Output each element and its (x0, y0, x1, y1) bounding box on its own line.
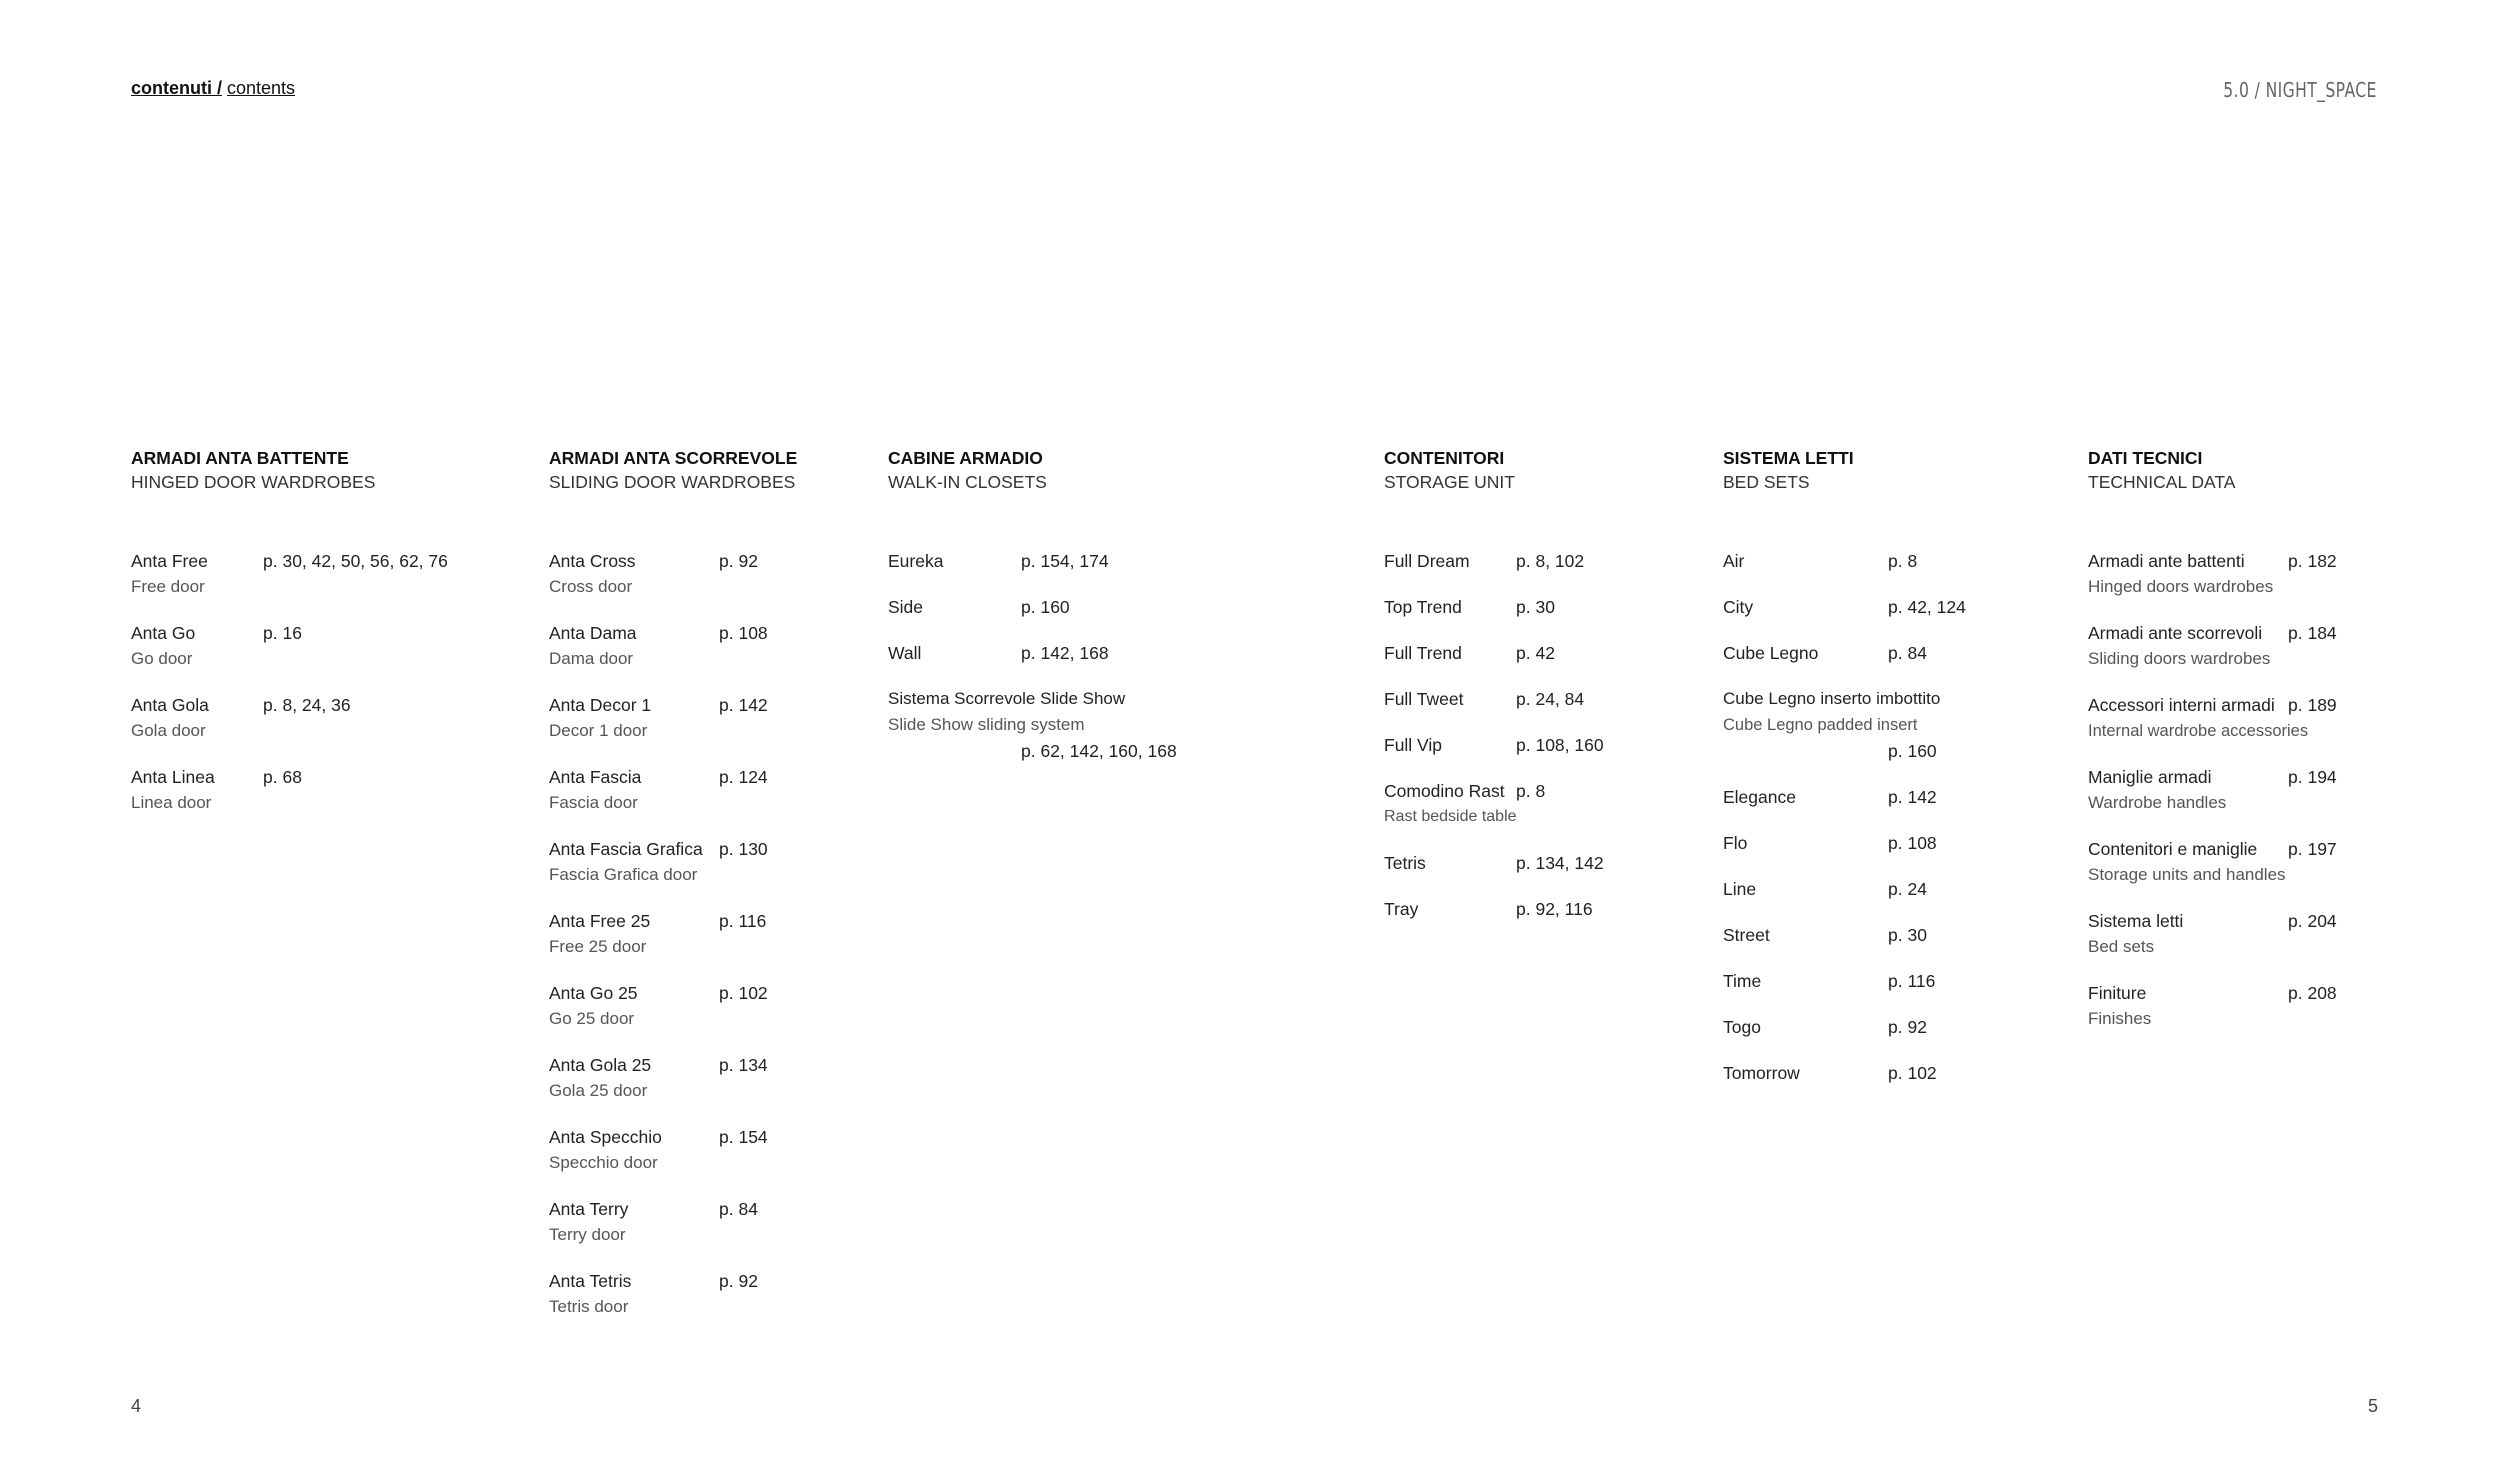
page-number-left: 4 (131, 1396, 142, 1416)
section-subtitle: WALK-IN CLOSETS (888, 472, 1047, 492)
entry-translation: Fascia door (549, 793, 638, 812)
entry-name: Togo (1723, 1017, 1761, 1037)
section-subtitle: SLIDING DOOR WARDROBES (549, 472, 796, 492)
toc-entry[interactable] (549, 1196, 797, 1248)
entry-pages: p. 42, 124 (1888, 597, 1966, 617)
header-title-light: contents (227, 78, 296, 98)
entry-pages: p. 42 (1516, 643, 1555, 663)
entry-pages: p. 160 (1021, 597, 1070, 617)
entry-translation: Wardrobe handles (2088, 793, 2227, 812)
toc-entry[interactable] (549, 764, 797, 816)
entry-pages: p. 116 (719, 911, 767, 931)
entry-translation: Specchio door (549, 1153, 658, 1172)
entry-translation: Free 25 door (549, 937, 647, 956)
toc-entry[interactable] (1384, 686, 1585, 712)
entry-translation: Go door (131, 649, 193, 668)
entry-name: Eureka (888, 551, 944, 571)
entry-pages: p. 142 (719, 695, 768, 715)
collection-label: 5.0 / NIGHT_SPACE (2223, 78, 2377, 102)
toc-entry-special[interactable] (888, 686, 1177, 764)
entry-name: Top Trend (1384, 597, 1462, 617)
entry-pages: p. 134, 142 (1516, 853, 1604, 873)
toc-entry[interactable] (1384, 594, 1555, 620)
section-storage-units (1384, 446, 1604, 942)
entry-name: Anta Gola (131, 695, 209, 715)
entry-name: Full Trend (1384, 643, 1462, 663)
toc-entry[interactable] (1723, 922, 1940, 948)
section-subtitle: STORAGE UNIT (1384, 472, 1515, 492)
toc-entry[interactable] (2088, 620, 2337, 672)
entry-pages: p. 142, 168 (1021, 643, 1109, 663)
entry-translation: Hinged doors wardrobes (2088, 577, 2274, 596)
entry-pages: p. 130 (719, 839, 768, 859)
toc-entry[interactable] (1384, 548, 1585, 574)
entry-translation: Storage units and handles (2088, 865, 2286, 884)
toc-entry[interactable] (131, 620, 375, 672)
entry-pages: p. 30 (1516, 597, 1555, 617)
entry-translation: Cross door (549, 577, 633, 596)
toc-entry[interactable] (1723, 548, 1940, 574)
entry-pages: p. 24 (1888, 879, 1927, 899)
section-subtitle: TECHNICAL DATA (2088, 472, 2236, 492)
toc-entry[interactable] (1723, 830, 1940, 856)
toc-entry[interactable] (888, 594, 1177, 620)
entry-pages: p. 8 (1888, 551, 1918, 571)
entry-pages: p. 92 (719, 1271, 758, 1291)
entry-name: Tray (1384, 899, 1419, 919)
section-title: ARMADI ANTA BATTENTE (131, 448, 349, 468)
entry-name: Cube Legno (1723, 643, 1819, 663)
header-title (131, 78, 295, 99)
entry-pages: p. 102 (1888, 1063, 1937, 1083)
entry-name: Elegance (1723, 787, 1796, 807)
toc-entry[interactable] (1723, 876, 1940, 902)
entry-name: Anta Dama (549, 623, 637, 643)
entry-pages: p. 8, 102 (1516, 551, 1585, 571)
entry-pages: p. 204 (2288, 911, 2337, 931)
toc-entry[interactable] (2088, 692, 2337, 744)
toc-entry[interactable] (2088, 836, 2337, 888)
entry-pages: p. 8 (1516, 781, 1546, 801)
toc-entry[interactable] (1384, 732, 1604, 758)
entry-translation: Internal wardrobe accessories (2088, 722, 2309, 740)
entry-name: Finiture (2088, 983, 2147, 1003)
entry-name: Full Tweet (1384, 689, 1464, 709)
entry-translation: Decor 1 door (549, 721, 648, 740)
toc-entry[interactable] (1723, 640, 1940, 666)
section-title: DATI TECNICI (2088, 448, 2203, 468)
section-walk-in-closets (888, 446, 1177, 784)
entry-name: Full Dream (1384, 551, 1470, 571)
entry-pages: p. 194 (2288, 767, 2337, 787)
entry-pages: p. 92 (1888, 1017, 1927, 1037)
toc-entry[interactable] (1723, 968, 1940, 994)
entry-pages: p. 16 (263, 623, 302, 643)
entry-pages: p. 116 (1888, 971, 1936, 991)
entry-translation: Fascia Grafica door (549, 865, 698, 884)
toc-entry[interactable] (549, 980, 797, 1032)
header-title-bold: contenuti / (131, 78, 222, 98)
section-title: CABINE ARMADIO (888, 448, 1043, 468)
entry-pages: p. 182 (2288, 551, 2337, 571)
toc-entry[interactable] (549, 908, 797, 960)
entry-name: Accessori interni armadi (2088, 695, 2275, 715)
entry-translation: Dama door (549, 649, 634, 668)
entry-name: Maniglie armadi (2088, 767, 2212, 787)
toc-entry[interactable] (1384, 778, 1546, 830)
entry-pages: p. 62, 142, 160, 168 (1021, 741, 1177, 761)
entry-name: Anta Linea (131, 767, 215, 787)
entry-pages: p. 108 (719, 623, 768, 643)
toc-entry[interactable] (1384, 896, 1593, 922)
section-technical-data (2088, 446, 2337, 1052)
entry-pages: p. 142 (1888, 787, 1937, 807)
entry-translation: Gola door (131, 721, 206, 740)
toc-entry[interactable] (888, 548, 1177, 574)
entry-translation: Linea door (131, 793, 212, 812)
toc-entry[interactable] (549, 836, 797, 888)
toc-entry[interactable] (2088, 548, 2337, 600)
entry-name: Line (1723, 879, 1757, 899)
entry-pages: p. 30, 42, 50, 56, 62, 76 (263, 551, 448, 571)
entry-name: Anta Tetris (549, 1271, 632, 1291)
entry-name: Street (1723, 925, 1770, 945)
section-sliding-wardrobes (549, 446, 797, 1340)
section-title: SISTEMA LETTI (1723, 448, 1854, 468)
toc-entry[interactable] (549, 692, 797, 744)
entry-pages: p. 208 (2288, 983, 2337, 1003)
entry-translation: Sliding doors wardrobes (2088, 649, 2271, 668)
entry-pages: p. 84 (1888, 643, 1927, 663)
entry-translation: Gola 25 door (549, 1081, 648, 1100)
section-title: ARMADI ANTA SCORREVOLE (549, 448, 798, 468)
entry-pages: p. 154, 174 (1021, 551, 1109, 571)
section-hinged-wardrobes (131, 446, 448, 836)
section-subtitle: HINGED DOOR WARDROBES (131, 472, 376, 492)
entry-name: Side (888, 597, 924, 617)
entry-translation: Cube Legno padded insert (1723, 716, 1918, 734)
entry-pages: p. 102 (719, 983, 768, 1003)
page-number-right: 5 (2367, 1396, 2378, 1416)
entry-translation: Free door (131, 577, 205, 596)
entry-name: Sistema letti (2088, 911, 2184, 931)
entry-name: Air (1723, 551, 1745, 571)
entry-pages: p. 108 (1888, 833, 1937, 853)
entry-name: Anta Fascia (549, 767, 642, 787)
toc-entry-special[interactable] (1723, 686, 1940, 764)
entry-name: Anta Go 25 (549, 983, 638, 1003)
section-bed-sets (1723, 446, 1966, 1106)
toc-entry[interactable] (1723, 594, 1966, 620)
toc-entry[interactable] (131, 548, 448, 600)
toc-entry[interactable] (549, 1052, 797, 1104)
entry-pages: p. 197 (2288, 839, 2337, 859)
entry-name: Anta Free 25 (549, 911, 651, 931)
entry-pages: p. 8, 24, 36 (263, 695, 351, 715)
toc-entry[interactable] (549, 1268, 797, 1320)
entry-pages: p. 92 (719, 551, 758, 571)
entry-name: Anta Fascia Grafica (549, 839, 703, 859)
toc-entry[interactable] (1384, 640, 1555, 666)
entry-pages: p. 84 (719, 1199, 758, 1219)
entry-name: Anta Go (131, 623, 196, 643)
toc-entry[interactable] (1723, 784, 1940, 810)
entry-pages: p. 124 (719, 767, 768, 787)
toc-entry[interactable] (549, 548, 797, 600)
entry-name: Flo (1723, 833, 1748, 853)
entry-name: Anta Specchio (549, 1127, 662, 1147)
entry-translation: Terry door (549, 1225, 626, 1244)
entry-translation: Rast bedside table (1384, 808, 1517, 825)
entry-pages: p. 30 (1888, 925, 1927, 945)
toc-entry[interactable] (549, 620, 797, 672)
entry-pages: p. 134 (719, 1055, 768, 1075)
toc-entry[interactable] (1723, 1060, 1940, 1086)
entry-name: Full Vip (1384, 735, 1443, 755)
toc-entry[interactable] (2088, 764, 2337, 816)
toc-entry[interactable] (1723, 1014, 1940, 1040)
section-title: CONTENITORI (1384, 448, 1505, 468)
entry-name: Sistema Scorrevole Slide Show (888, 689, 1126, 708)
toc-entry[interactable] (2088, 908, 2337, 960)
entry-name: Contenitori e maniglie (2088, 839, 2258, 859)
entry-translation: Go 25 door (549, 1009, 635, 1028)
entry-pages: p. 160 (1888, 741, 1937, 761)
entry-name: Anta Gola 25 (549, 1055, 652, 1075)
entry-pages: p. 189 (2288, 695, 2337, 715)
entry-name: Comodino Rast (1384, 781, 1505, 801)
entry-name: Armadi ante battenti (2088, 551, 2245, 571)
entry-pages: p. 154 (719, 1127, 768, 1147)
toc-entry[interactable] (549, 1124, 797, 1176)
entry-name: Anta Free (131, 551, 208, 571)
entry-name: Anta Terry (549, 1199, 629, 1219)
entry-pages: p. 92, 116 (1516, 899, 1593, 919)
entry-name: Cube Legno inserto imbottito (1723, 689, 1941, 708)
entry-name: Time (1723, 971, 1762, 991)
toc-entry[interactable] (131, 692, 375, 744)
entry-name: Anta Cross (549, 551, 636, 571)
entry-translation: Bed sets (2088, 937, 2155, 956)
toc-entry[interactable] (2088, 980, 2337, 1032)
entry-translation: Finishes (2088, 1009, 2152, 1028)
entry-translation: Slide Show sliding system (888, 715, 1085, 734)
entry-name: Tomorrow (1723, 1063, 1800, 1083)
entry-pages: p. 68 (263, 767, 302, 787)
entry-pages: p. 108, 160 (1516, 735, 1604, 755)
entry-pages: p. 24, 84 (1516, 689, 1585, 709)
entry-name: Armadi ante scorrevoli (2088, 623, 2263, 643)
toc-entry[interactable] (888, 640, 1177, 666)
section-subtitle: BED SETS (1723, 472, 1810, 492)
entry-translation: Tetris door (549, 1297, 629, 1316)
entry-name: Anta Decor 1 (549, 695, 652, 715)
entry-name: Tetris (1384, 853, 1426, 873)
toc-entry[interactable] (1384, 850, 1604, 876)
toc-entry[interactable] (131, 764, 375, 816)
entry-name: Wall (888, 643, 922, 663)
entry-pages: p. 184 (2288, 623, 2337, 643)
entry-name: City (1723, 597, 1754, 617)
